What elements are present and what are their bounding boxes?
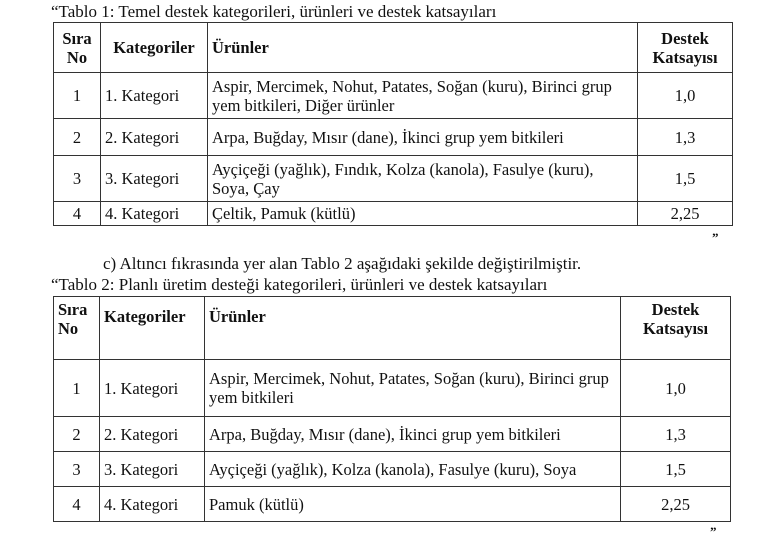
table1-closing-quote: ” (712, 230, 719, 245)
header-destek-katsayisi (621, 297, 731, 360)
row-urunler: Aspir, Mercimek, Nohut, Patates, Soğan (kuru), Birinci grup yem bitkileri (205, 360, 621, 417)
header-sira-no (54, 297, 100, 360)
header-urunler: Ürünler (205, 297, 621, 360)
table2-closing-quote: ” (710, 524, 717, 539)
row-katsayi: 1,5 (621, 452, 731, 487)
table-row (54, 487, 731, 522)
table2-caption: “Tablo 2: Planlı üretim desteği kategorileri, ürünleri ve destek katsayıları (51, 275, 548, 294)
table1-caption: “Tablo 1: Temel destek kategorileri, ürünleri ve destek katsayıları (51, 2, 497, 21)
table-row (54, 202, 733, 226)
row-urunler: Pamuk (kütlü) (205, 487, 621, 522)
row-no: 2 (54, 417, 100, 452)
row-katsayi: 1,0 (621, 360, 731, 417)
header-destek-katsayisi (638, 23, 733, 73)
table-row (54, 417, 731, 452)
row-katsayi: 1,3 (621, 417, 731, 452)
amendment-paragraph: c) Altıncı fıkrasında yer alan Tablo 2 aşağıdaki şekilde değiştirilmiştir. (103, 254, 582, 273)
header-katsayisi: Katsayısı (642, 319, 709, 338)
header-sira-no (54, 23, 101, 73)
table-row (54, 452, 731, 487)
row-no: 2 (54, 119, 101, 156)
row-kategori: 4. Kategori (100, 487, 205, 522)
table-row (54, 119, 733, 156)
row-no: 4 (54, 487, 100, 522)
header-no: No (58, 319, 79, 338)
header-kategoriler: Kategoriler (101, 23, 208, 73)
row-kategori: 1. Kategori (100, 360, 205, 417)
row-kategori: 4. Kategori (101, 202, 208, 226)
row-urunler: Arpa, Buğday, Mısır (dane), İkinci grup yem bitkileri (208, 119, 638, 156)
header-destek: Destek (661, 28, 709, 48)
row-urunler: Arpa, Buğday, Mısır (dane), İkinci grup yem bitkileri (205, 417, 621, 452)
row-katsayi: 2,25 (638, 202, 733, 226)
row-katsayi: 1,0 (638, 73, 733, 119)
header-kategoriler: Kategoriler (100, 297, 205, 360)
row-no: 1 (54, 360, 100, 417)
header-no: No (66, 47, 88, 67)
row-no: 1 (54, 73, 101, 119)
table-row (54, 360, 731, 417)
row-urunler: Aspir, Mercimek, Nohut, Patates, Soğan (kuru), Birinci grup yem bitkileri, Diğer ürünler (208, 73, 638, 119)
row-no: 3 (54, 452, 100, 487)
row-no: 4 (54, 202, 101, 226)
table-row (54, 73, 733, 119)
row-urunler: Çeltik, Pamuk (kütlü) (208, 202, 638, 226)
row-urunler: Ayçiçeği (yağlık), Fındık, Kolza (kanola), Fasulye (kuru), Soya, Çay (208, 156, 638, 202)
row-kategori: 3. Kategori (101, 156, 208, 202)
row-katsayi: 1,5 (638, 156, 733, 202)
table2-header-row (54, 297, 731, 360)
table1-header-row (54, 23, 733, 73)
row-katsayi: 1,3 (638, 119, 733, 156)
row-katsayi: 2,25 (621, 487, 731, 522)
header-urunler: Ürünler (208, 23, 638, 73)
table2 (53, 296, 731, 522)
row-urunler: Ayçiçeği (yağlık), Kolza (kanola), Fasulye (kuru), Soya (205, 452, 621, 487)
row-kategori: 2. Kategori (100, 417, 205, 452)
row-no: 3 (54, 156, 101, 202)
row-kategori: 3. Kategori (100, 452, 205, 487)
header-sira: Sıra (58, 300, 88, 319)
table-row (54, 156, 733, 202)
header-destek: Destek (651, 300, 700, 319)
row-kategori: 2. Kategori (101, 119, 208, 156)
header-sira: Sıra (62, 28, 92, 48)
header-katsayisi: Katsayısı (652, 47, 718, 67)
table1 (53, 22, 733, 226)
row-kategori: 1. Kategori (101, 73, 208, 119)
